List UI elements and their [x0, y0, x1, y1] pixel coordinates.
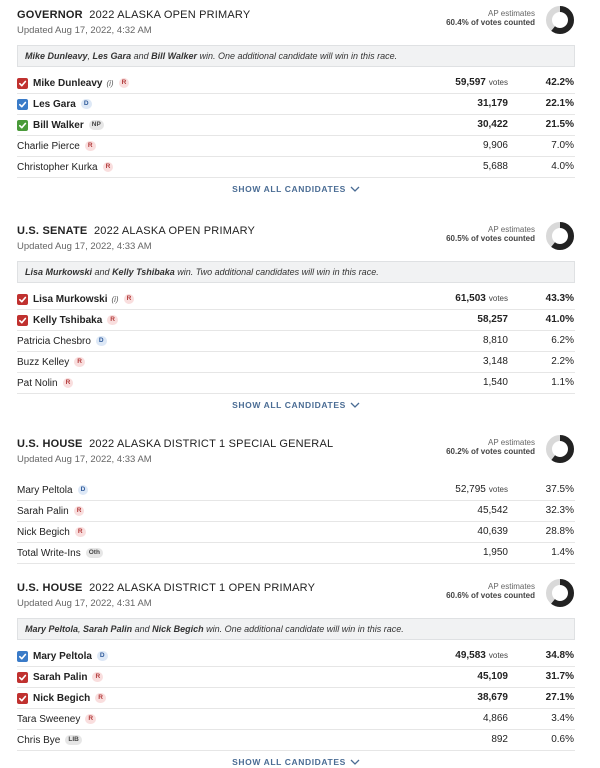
show-all-label: SHOW ALL CANDIDATES	[232, 184, 346, 194]
summary-separator: and	[132, 624, 153, 634]
candidate-row	[17, 480, 575, 501]
candidate-percent: 28.8%	[545, 526, 574, 537]
candidate-name: Mary Peltola	[17, 484, 73, 496]
winner-check-icon	[17, 294, 28, 305]
votes-counted-donut	[545, 221, 575, 251]
candidate-percent: 2.2%	[551, 356, 574, 367]
candidate-votes	[477, 115, 508, 135]
votes-counted-text: 60.6% of votes counted	[446, 591, 535, 600]
votes-label: votes	[488, 78, 508, 87]
summary-winner-name: Mary Peltola	[25, 624, 79, 634]
race-title	[17, 438, 333, 450]
candidate-votes	[477, 94, 508, 114]
race-office: U.S. HOUSE	[17, 582, 83, 594]
candidate-percent: 3.4%	[551, 713, 574, 724]
candidate-row	[17, 522, 575, 543]
party-badge: D	[78, 485, 89, 495]
candidate-percent: 31.7%	[545, 671, 574, 682]
votes-count: 1,540	[482, 377, 508, 388]
candidate-percent: 4.0%	[551, 161, 574, 172]
summary-separator: and	[92, 267, 113, 277]
race-header	[17, 225, 575, 261]
candidate-percent: 27.1%	[545, 692, 574, 703]
party-badge: R	[74, 357, 85, 367]
incumbent-marker: (i)	[106, 78, 114, 88]
votes-count: 45,542	[477, 505, 508, 516]
show-all-candidates-button[interactable]	[17, 400, 575, 410]
candidate-name: Chris Bye	[17, 734, 61, 746]
candidate-list	[17, 646, 575, 751]
candidate-list	[17, 73, 575, 178]
candidate-list	[17, 480, 575, 564]
summary-text: win. One additional candidate will win in this race.	[203, 624, 404, 634]
candidate-percent: 41.0%	[545, 314, 574, 325]
candidate-row	[17, 352, 575, 373]
candidate-votes	[483, 543, 508, 563]
candidate-row	[17, 709, 575, 730]
candidate-row	[17, 688, 575, 709]
candidate-percent: 7.0%	[551, 140, 574, 151]
party-badge: NP	[89, 120, 104, 130]
winner-check-icon	[17, 672, 28, 683]
race-header	[17, 438, 575, 474]
summary-winner-name: Bill Walker	[151, 51, 197, 61]
ap-estimates-label: AP estimates	[488, 582, 535, 591]
ap-estimates-label: AP estimates	[488, 225, 535, 234]
votes-count: 5,688	[482, 161, 508, 172]
candidate-votes	[483, 331, 508, 351]
summary-winner-name: Nick Begich	[152, 624, 204, 634]
votes-label: votes	[488, 485, 508, 494]
votes-count: 3,148	[482, 356, 508, 367]
party-badge: R	[74, 506, 85, 516]
summary-text: win. Two additional candidates will win in this race.	[174, 267, 379, 277]
race-title	[17, 225, 255, 237]
candidate-row	[17, 331, 575, 352]
votes-counted-text: 60.5% of votes counted	[446, 234, 535, 243]
candidate-row	[17, 373, 575, 394]
winners-summary	[17, 261, 575, 283]
chevron-down-icon	[350, 759, 360, 765]
candidate-percent: 6.2%	[551, 335, 574, 346]
candidate-votes	[491, 730, 508, 750]
votes-count: 30,422	[477, 119, 508, 130]
votes-counted-donut	[545, 5, 575, 35]
candidate-votes	[477, 667, 508, 687]
party-badge: R	[75, 527, 86, 537]
candidate-name: Mary Peltola	[33, 650, 92, 662]
candidate-list	[17, 289, 575, 394]
candidate-votes	[455, 646, 508, 666]
candidate-percent: 22.1%	[545, 98, 574, 109]
race-us-house-special-general	[17, 438, 575, 564]
candidate-votes	[455, 73, 508, 93]
party-badge: R	[95, 693, 106, 703]
candidate-votes	[483, 709, 508, 729]
race-governor	[17, 9, 575, 194]
chevron-down-icon	[350, 402, 360, 408]
candidate-votes	[455, 289, 508, 309]
party-badge: R	[63, 378, 74, 388]
race-title	[17, 9, 250, 21]
winners-summary	[17, 45, 575, 67]
candidate-votes	[477, 522, 508, 542]
ap-estimates-label: AP estimates	[488, 438, 535, 447]
votes-count: 4,866	[482, 713, 508, 724]
winner-check-icon	[17, 651, 28, 662]
race-office: U.S. HOUSE	[17, 438, 83, 450]
summary-winner-name: Les Gara	[92, 51, 132, 61]
votes-count: 1,950	[482, 547, 508, 558]
ap-estimates-label: AP estimates	[488, 9, 535, 18]
updated-timestamp: Updated Aug 17, 2022, 4:33 AM	[17, 454, 152, 465]
votes-count: 52,795	[455, 484, 486, 495]
winner-check-icon	[17, 693, 28, 704]
summary-separator: ,	[87, 51, 93, 61]
updated-timestamp: Updated Aug 17, 2022, 4:32 AM	[17, 25, 152, 36]
candidate-name: Nick Begich	[17, 526, 70, 538]
votes-counted-donut	[545, 578, 575, 608]
candidate-row	[17, 157, 575, 178]
candidate-row	[17, 94, 575, 115]
summary-winner-name: Lisa Murkowski	[25, 267, 93, 277]
candidate-name: Christopher Kurka	[17, 161, 98, 173]
candidate-votes	[483, 352, 508, 372]
race-us-senate	[17, 225, 575, 410]
party-badge: D	[81, 99, 92, 109]
updated-timestamp: Updated Aug 17, 2022, 4:33 AM	[17, 241, 152, 252]
candidate-name: Buzz Kelley	[17, 356, 70, 368]
candidate-row	[17, 501, 575, 522]
party-badge: D	[97, 651, 108, 661]
race-us-house-open-primary	[17, 582, 575, 767]
party-badge: R	[92, 672, 103, 682]
party-badge: R	[107, 315, 118, 325]
winner-check-icon	[17, 315, 28, 326]
candidate-name: Sarah Palin	[17, 505, 69, 517]
race-header	[17, 9, 575, 45]
summary-winner-name: Sarah Palin	[83, 624, 133, 634]
summary-text: win. One additional candidate will win in this race.	[196, 51, 398, 61]
votes-count: 9,906	[482, 140, 508, 151]
summary-winner-name: Kelly Tshibaka	[112, 267, 175, 277]
votes-count: 892	[491, 734, 508, 745]
candidate-name: Patricia Chesbro	[17, 335, 91, 347]
candidate-name: Kelly Tshibaka	[33, 314, 103, 326]
winner-check-icon	[17, 120, 28, 131]
votes-count: 59,597	[455, 77, 486, 88]
winner-check-icon	[17, 99, 28, 110]
candidate-row	[17, 730, 575, 751]
candidate-votes	[477, 310, 508, 330]
votes-counted-donut	[545, 434, 575, 464]
party-badge: R	[119, 78, 130, 88]
votes-count: 58,257	[477, 314, 508, 325]
party-badge: Oth	[86, 548, 103, 558]
candidate-percent: 43.3%	[545, 293, 574, 304]
votes-count: 31,179	[477, 98, 508, 109]
candidate-row	[17, 136, 575, 157]
party-badge: R	[85, 141, 96, 151]
candidate-row	[17, 646, 575, 667]
candidate-percent: 1.1%	[551, 377, 574, 388]
winner-check-icon	[17, 78, 28, 89]
race-name: 2022 ALASKA OPEN PRIMARY	[93, 225, 256, 237]
race-header	[17, 582, 575, 618]
summary-winner-name: Mike Dunleavy	[25, 51, 88, 61]
votes-label: votes	[488, 294, 508, 303]
candidate-votes	[483, 136, 508, 156]
candidate-votes	[483, 157, 508, 177]
candidate-name: Lisa Murkowski	[33, 293, 108, 305]
party-badge: D	[96, 336, 107, 346]
summary-separator: and	[131, 51, 152, 61]
summary-separator: ,	[78, 624, 84, 634]
candidate-name: Bill Walker	[33, 119, 84, 131]
candidate-row	[17, 73, 575, 94]
votes-count: 8,810	[482, 335, 508, 346]
votes-count: 49,583	[455, 650, 486, 661]
party-badge: R	[124, 294, 135, 304]
candidate-percent: 32.3%	[545, 505, 574, 516]
show-all-candidates-button[interactable]	[17, 184, 575, 194]
votes-label: votes	[488, 651, 508, 660]
candidate-percent: 0.6%	[551, 734, 574, 745]
candidate-row	[17, 115, 575, 136]
updated-timestamp: Updated Aug 17, 2022, 4:31 AM	[17, 598, 152, 609]
candidate-row	[17, 543, 575, 564]
chevron-down-icon	[350, 186, 360, 192]
votes-count: 38,679	[477, 692, 508, 703]
race-office: GOVERNOR	[17, 9, 83, 21]
show-all-label: SHOW ALL CANDIDATES	[232, 400, 346, 410]
candidate-percent: 1.4%	[551, 547, 574, 558]
votes-count: 40,639	[477, 526, 508, 537]
candidate-name: Mike Dunleavy	[33, 77, 103, 89]
winners-summary	[17, 618, 575, 640]
incumbent-marker: (i)	[111, 294, 119, 304]
race-name: 2022 ALASKA DISTRICT 1 OPEN PRIMARY	[89, 582, 316, 594]
votes-count: 45,109	[477, 671, 508, 682]
candidate-name: Charlie Pierce	[17, 140, 80, 152]
candidate-percent: 21.5%	[545, 119, 574, 130]
candidate-name: Nick Begich	[33, 692, 91, 704]
candidate-name: Total Write-Ins	[17, 547, 81, 559]
candidate-votes	[477, 688, 508, 708]
candidate-name: Pat Nolin	[17, 377, 58, 389]
show-all-candidates-button[interactable]	[17, 757, 575, 767]
party-badge: R	[103, 162, 114, 172]
candidate-name: Sarah Palin	[33, 671, 88, 683]
votes-counted-text: 60.2% of votes counted	[446, 447, 535, 456]
candidate-name: Tara Sweeney	[17, 713, 81, 725]
votes-counted-text: 60.4% of votes counted	[446, 18, 535, 27]
candidate-votes	[483, 373, 508, 393]
race-title	[17, 582, 315, 594]
candidate-row	[17, 310, 575, 331]
candidate-name: Les Gara	[33, 98, 76, 110]
race-name: 2022 ALASKA DISTRICT 1 SPECIAL GENERAL	[89, 438, 334, 450]
candidate-row	[17, 289, 575, 310]
candidate-percent: 37.5%	[545, 484, 574, 495]
party-badge: R	[85, 714, 96, 724]
candidate-row	[17, 667, 575, 688]
candidate-percent: 42.2%	[545, 77, 574, 88]
candidate-votes	[477, 501, 508, 521]
candidate-percent: 34.8%	[545, 650, 574, 661]
show-all-label: SHOW ALL CANDIDATES	[232, 757, 346, 767]
race-office: U.S. SENATE	[17, 225, 88, 237]
race-name: 2022 ALASKA OPEN PRIMARY	[89, 9, 251, 21]
votes-count: 61,503	[455, 293, 486, 304]
candidate-votes	[455, 480, 508, 500]
party-badge: LIB	[65, 735, 81, 745]
